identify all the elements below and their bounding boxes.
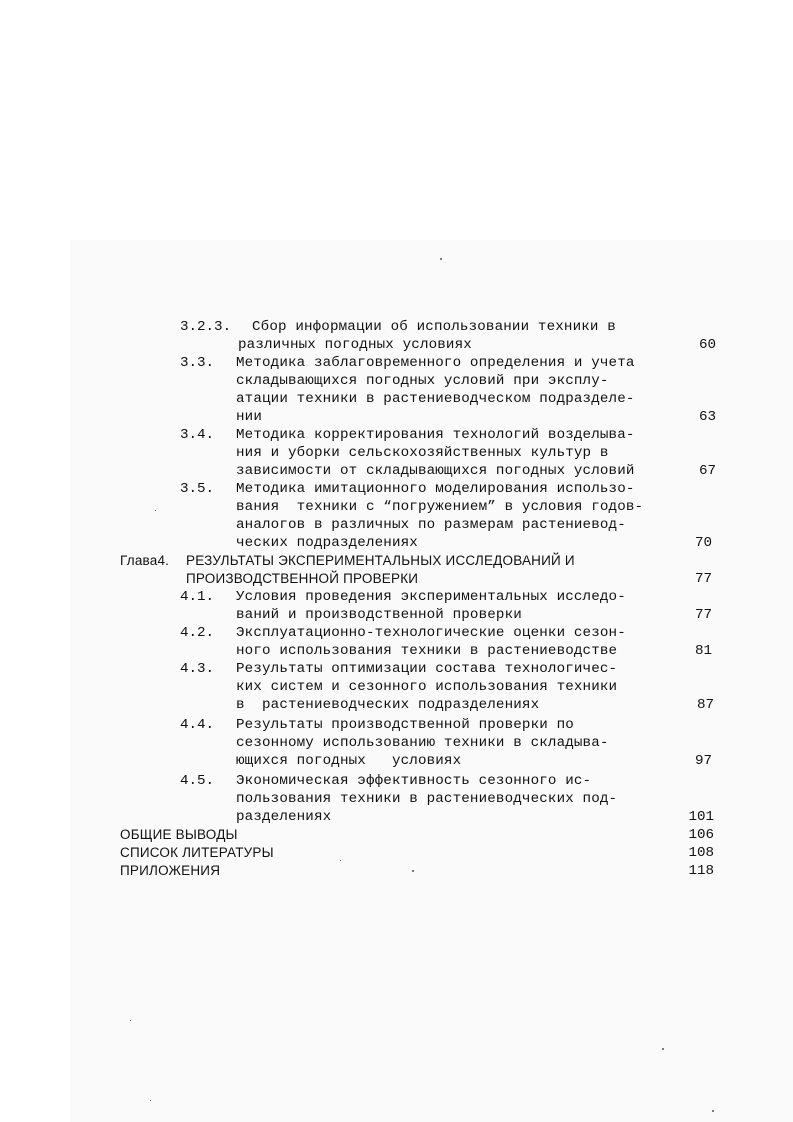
page-number: 77 [694,607,712,623]
section-title-line: ного использования техники в растениеводстве [236,643,618,659]
scan-speck [440,258,442,260]
page-number: 108 [688,845,714,861]
section-title-line: Экономическая эффективность сезонного ис- [236,773,592,789]
scan-speck [150,1100,151,1101]
chapter-title-line: РЕЗУЛЬТАТЫ ЭКСПЕРИМЕНТАЛЬНЫХ ИССЛЕДОВАНИЙ И [186,553,575,568]
section-title-line: разделениях [236,809,332,825]
section-title-line: ких систем и сезонного использования техники [236,679,618,695]
page-number: 101 [688,809,714,825]
section-title-line: СПИСОК ЛИТЕРАТУРЫ [120,845,274,860]
section-title-line: ческих подразделениях [236,535,418,551]
page-number: 63 [698,409,716,425]
section-number: 3.5. [180,481,215,497]
scan-speck [412,870,414,872]
scan-speck [340,860,341,861]
section-title-line: ОБЩИЕ ВЫВОДЫ [120,827,238,842]
page-number: 87 [696,697,714,713]
section-number: 4.1. [180,589,215,605]
section-title-line: Сбор информации об использовании техники в [252,319,616,335]
scan-speck [712,1110,714,1112]
section-title-line: нии [236,409,262,425]
section-title-line: Методика заблаговременного определения и учета [236,355,635,371]
section-number: 3.3. [180,355,215,371]
page-number: 97 [694,753,712,769]
section-title-line: атации техники в растениеводческом подразделе- [236,391,635,407]
page-number: 67 [698,463,716,479]
page-number: 77 [694,571,712,587]
section-title-line: различных погодных условиях [238,337,472,353]
section-title-line: Методика имитационного моделирования использо- [236,481,635,497]
scan-speck [130,1020,131,1021]
page-number: 106 [688,827,714,843]
section-number: 4.3. [180,661,215,677]
scan-speck [155,510,156,511]
page-number: 70 [694,535,712,551]
section-title-line: Результаты производственной проверки по [236,717,574,733]
chapter-title-line: ПРОИЗВОДСТВЕННОЙ ПРОВЕРКИ [186,571,419,586]
section-title-line: ния и уборки сельскохозяйственных культур в [236,445,609,461]
section-number: 4.4. [180,717,215,733]
scan-speck [662,1048,664,1050]
section-title-line: пользования техники в растениеводческих под- [236,791,618,807]
section-title-line: ющихся погодных условиях [236,753,462,769]
section-title-line: вания техники с “погружением” в условия годов- [236,499,644,515]
section-title-line: Методика корректирования технологий возделыва- [236,427,635,443]
section-title-line: Эксплуатационно-технологические оценки сезон- [236,625,626,641]
page-number: 60 [698,337,716,353]
section-title-line: Результаты оптимизации состава технологичес- [236,661,618,677]
section-title-line: сезонному использованию техники в складыва- [236,735,609,751]
section-title-line: аналогов в различных по размерам растениевод- [236,517,626,533]
section-number: 3.4. [180,427,215,443]
section-title-line: зависимости от складывающихся погодных условий [236,463,635,479]
section-title-line: ваний и производственной проверки [236,607,522,623]
page-number: 81 [694,643,712,659]
section-number: 4.2. [180,625,215,641]
section-number: 3.2.3. [180,319,232,335]
section-title-line: в растениеводческих подразделениях [236,697,540,713]
section-title-line: Условия проведения экспериментальных исследо- [236,589,626,605]
section-number: 4.5. [180,773,215,789]
section-title-line: ПРИЛОЖЕНИЯ [120,863,221,878]
page-number: 118 [688,863,714,879]
section-title-line: складывающихся погодных условий при эксплу- [236,373,609,389]
chapter-number: Глава4. [120,553,170,568]
